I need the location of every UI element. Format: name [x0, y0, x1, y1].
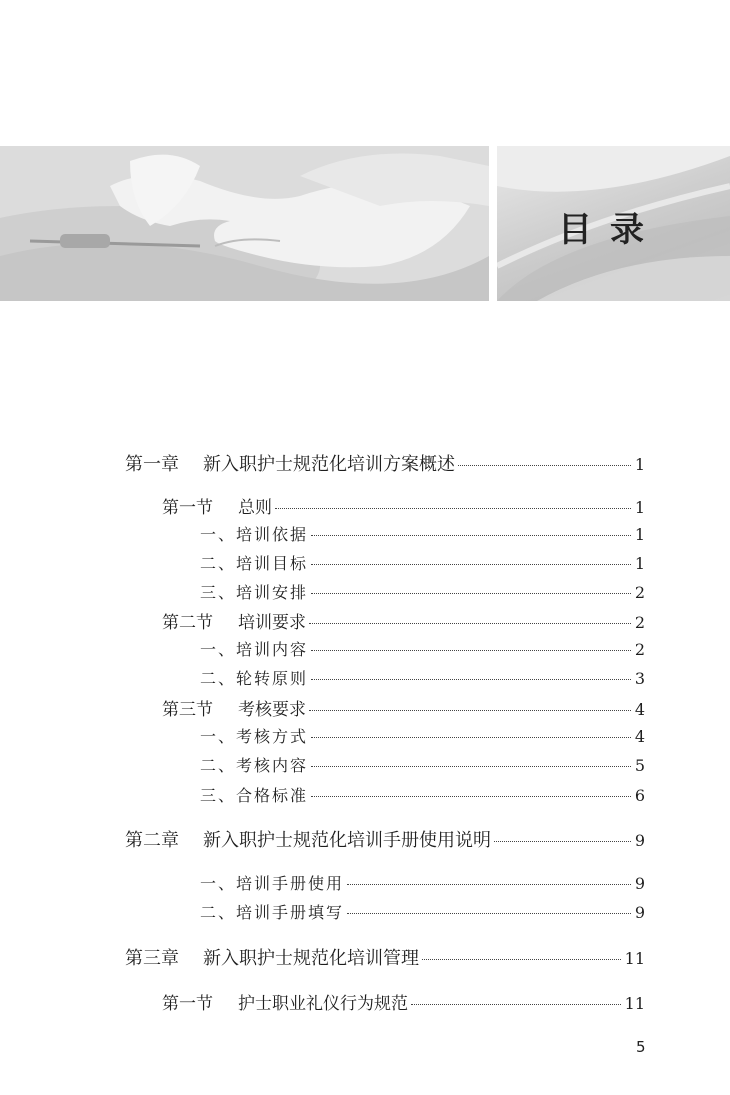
toc-page: 1 — [634, 455, 645, 474]
toc-number: 第二节 — [162, 613, 213, 633]
toc-title: 三、合格标准 — [200, 786, 309, 805]
dot-leader — [458, 465, 631, 466]
toc-title: 护士职业礼仪行为规范 — [238, 994, 408, 1014]
toc-page: 2 — [634, 640, 645, 659]
dot-leader — [309, 710, 631, 711]
toc-title: 二、培训目标 — [200, 554, 309, 573]
toc-title: 二、培训手册填写 — [200, 903, 345, 922]
dot-leader — [311, 796, 631, 797]
toc-page: 1 — [634, 554, 645, 573]
toc-number: 第一节 — [162, 498, 213, 518]
toc-title: 三、培训安排 — [200, 583, 309, 602]
toc-entry[interactable] — [125, 450, 645, 476]
toc-number: 第三章 — [125, 948, 179, 969]
toc-page: 6 — [634, 786, 645, 805]
toc-entry[interactable] — [200, 666, 645, 689]
toc-page: 4 — [634, 700, 645, 719]
toc-title: 新入职护士规范化培训管理 — [203, 948, 419, 969]
toc-page: 2 — [634, 583, 645, 602]
dot-leader — [311, 737, 631, 738]
toc-entry[interactable] — [125, 826, 645, 852]
toc-page: 1 — [634, 525, 645, 544]
dot-leader — [411, 1004, 621, 1005]
toc-title: 考核要求 — [238, 700, 306, 720]
dot-leader — [311, 535, 631, 536]
toc-page: 11 — [624, 949, 645, 968]
toc-page: 11 — [624, 994, 645, 1013]
toc-title: 一、考核方式 — [200, 727, 309, 746]
toc-entry[interactable] — [125, 944, 645, 970]
toc-number: 第二章 — [125, 830, 179, 851]
dot-leader — [311, 650, 631, 651]
dot-leader — [275, 508, 631, 509]
toc-number: 第一章 — [125, 454, 179, 475]
dot-leader — [311, 564, 631, 565]
toc-entry[interactable] — [200, 551, 645, 574]
toc-number: 第一节 — [162, 994, 213, 1014]
toc-entry[interactable] — [200, 900, 645, 923]
toc-title: 培训要求 — [238, 613, 306, 633]
toc-title: 一、培训手册使用 — [200, 874, 345, 893]
toc-entry[interactable] — [200, 724, 645, 747]
toc-title: 二、考核内容 — [200, 756, 309, 775]
toc-title: 新入职护士规范化培训方案概述 — [203, 454, 455, 475]
toc-page: 5 — [634, 756, 645, 775]
toc-entry[interactable] — [162, 493, 645, 518]
toc-entry[interactable] — [162, 989, 645, 1014]
dot-leader — [311, 679, 631, 680]
toc-entry[interactable] — [200, 753, 645, 776]
toc-title: 新入职护士规范化培训手册使用说明 — [203, 830, 491, 851]
toc-title: 总则 — [238, 498, 272, 518]
toc-page: 4 — [634, 727, 645, 746]
dot-leader — [311, 766, 631, 767]
toc-page: 9 — [634, 831, 645, 850]
toc-entry[interactable] — [162, 695, 645, 720]
dot-leader — [311, 593, 631, 594]
toc-entry[interactable] — [200, 522, 645, 545]
toc-page: 1 — [634, 498, 645, 517]
toc-entry[interactable] — [200, 783, 645, 806]
dot-leader — [494, 841, 631, 842]
toc-entry[interactable] — [200, 580, 645, 603]
toc-page: 9 — [634, 903, 645, 922]
toc-entry[interactable] — [200, 871, 645, 894]
page-title: 目录 — [558, 210, 662, 250]
dot-leader — [347, 884, 631, 885]
toc-page: 9 — [634, 874, 645, 893]
toc-entry[interactable] — [162, 608, 645, 633]
toc-title: 一、培训依据 — [200, 525, 309, 544]
toc-entry[interactable] — [200, 637, 645, 660]
dot-leader — [309, 623, 631, 624]
toc-title: 二、轮转原则 — [200, 669, 309, 688]
page-number: 5 — [636, 1038, 646, 1056]
toc-title: 一、培训内容 — [200, 640, 309, 659]
dot-leader — [347, 913, 631, 914]
toc-number: 第三节 — [162, 700, 213, 720]
toc-page: 3 — [634, 669, 645, 688]
toc-page: 2 — [634, 613, 645, 632]
dot-leader — [422, 959, 621, 960]
